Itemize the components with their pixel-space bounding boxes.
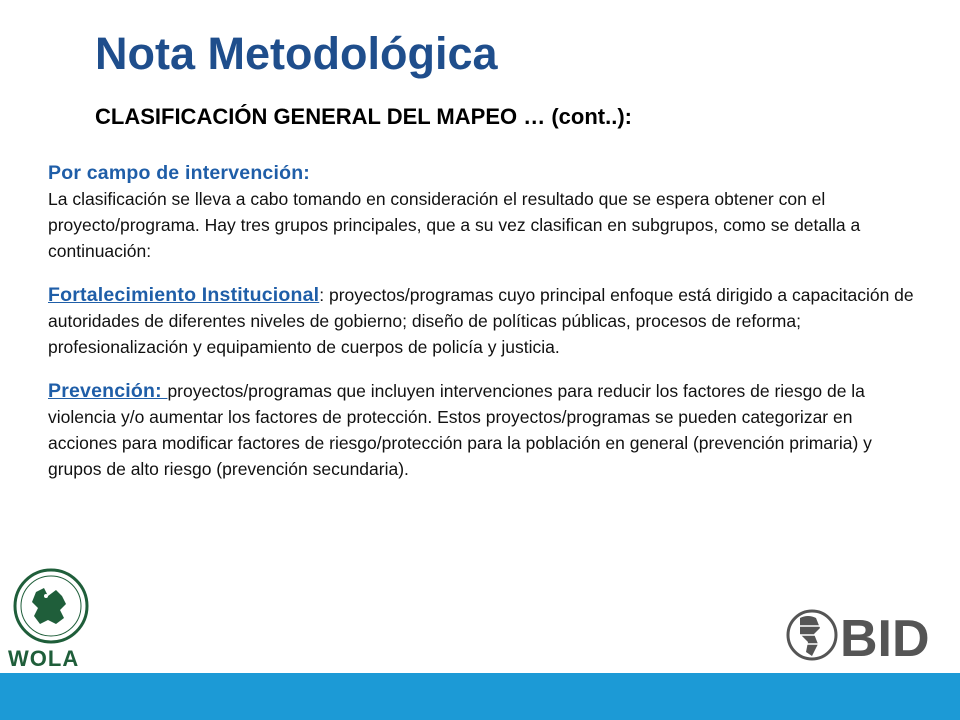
slide-subtitle: CLASIFICACIÓN GENERAL DEL MAPEO … (cont..): [95,104,632,129]
item-text-fortalecimiento: : proyectos/programas cuyo principal enfoque está dirigido a capacitación de autoridades de diferentes niveles de gobierno; diseño de políticas públicas, procesos de reforma; profesionalización y equipamiento de cuerpos de policía y justicia. [48,285,914,357]
item-text-prevencion: proyectos/programas que incluyen intervenciones para reducir los factores de riesgo de la violencia y/o aumentar los factores de protección. Estos proyectos/programas se pueden categorizar en acciones para modificar factores de riesgo/protección para la población en general (prevención primaria) y grupos de alto riesgo (prevención secundaria). [48,381,872,479]
section-heading: Por campo de intervención: [48,162,311,184]
bid-logo-text: BID [840,610,930,666]
item-prevencion [48,378,918,482]
wola-logo-text: WOLA [8,646,80,671]
slide-title: Nota Metodológica [95,28,498,79]
item-fortalecimiento [48,282,918,360]
bid-logo [786,604,942,666]
slide-body [48,160,918,482]
footer-bar [0,673,960,720]
item-label-prevencion[interactable]: Prevención: [48,380,168,402]
section-intro: La clasificación se lleva a cabo tomando en consideración el resultado que se espera obtener con el proyecto/programa. Hay tres grupos principales, que a su vez clasifican en subgrupos, como se detalla a continuación: [48,189,861,261]
item-label-fortalecimiento[interactable]: Fortalecimiento Institucional [48,284,320,306]
